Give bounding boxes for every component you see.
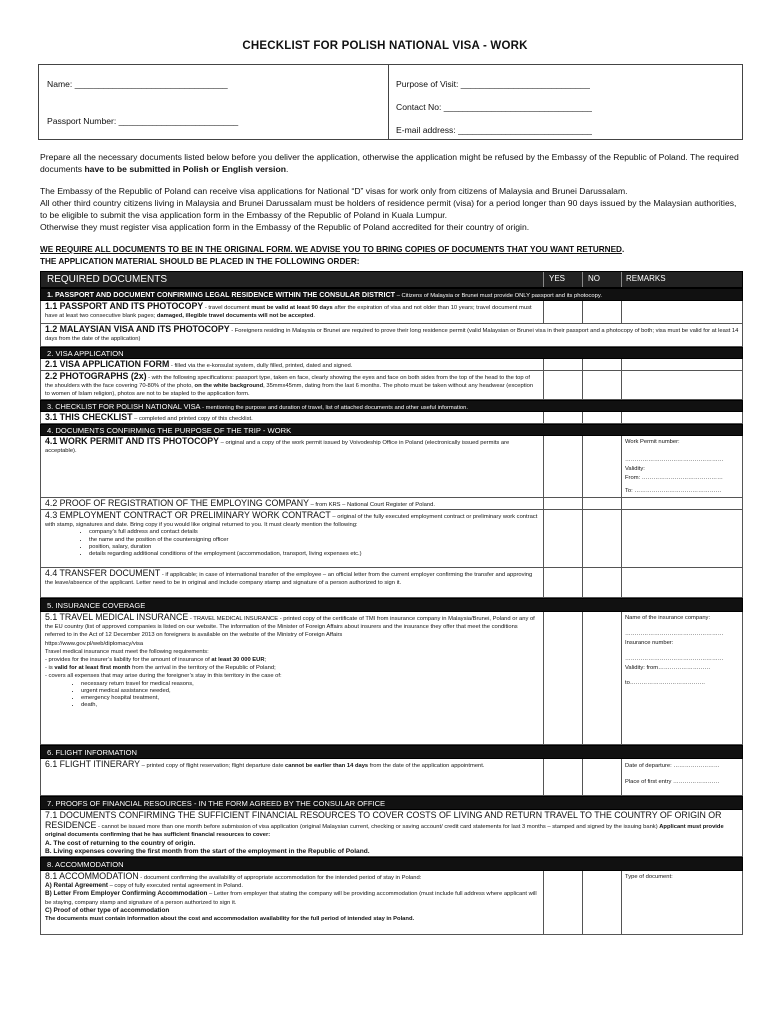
name-field[interactable]: Name: ________________________________ [47, 79, 228, 89]
row-5-1-title: 5.1 TRAVEL MEDICAL INSURANCE [45, 612, 189, 622]
row-1-2-title: 1.2 MALAYSIAN VISA AND ITS PHOTOCOPY [45, 324, 230, 334]
row-6-1-title: 6.1 FLIGHT ITINERARY [45, 759, 141, 769]
mfa-website-link[interactable]: https://www.gov.pl/web/diplomacy/visa [45, 640, 144, 647]
row-2-2-title: 2.2 PHOTOGRAPHS (2x) [45, 371, 147, 381]
row-4-2-no-checkbox[interactable] [582, 498, 621, 509]
row-4-3-title: 4.3 EMPLOYMENT CONTRACT OR PRELIMINARY WORK CONTRACT [45, 510, 331, 520]
header-yes: YES [549, 274, 566, 283]
header-remarks: REMARKS [626, 274, 666, 283]
row-4-2-yes-checkbox[interactable] [543, 498, 582, 509]
row-1-2: 1.2 MALAYSIAN VISA AND ITS PHOTOCOPY - Foreigners residing in Malaysia or Brunei are required to prove their long residence permit (valid Malaysian or Brunei visa in their passport and a photocopy of both; visa must be valid for at least 14 days from the date of the application) [40, 324, 743, 347]
row-5-1-remarks[interactable]: Name of the insurance company: …………………………………………… Insurance number: …………………………………………… Validity: from……………………… to………………………………… [621, 612, 744, 744]
row-4-3: 4.3 EMPLOYMENT CONTRACT OR PRELIMINARY WORK CONTRACT – original of the fully executed employment contract or preliminary work contract with stamp, signatures and date. Bring copy if you would like original returned to you. It must clearly mention the following: • company’s full address and contact details • the name and the position of the countersigning officer • position, salary, duration • details regarding additional conditions of the employment (accommodation, transport, living expenses etc.) [40, 510, 743, 568]
section-4-title: 4. DOCUMENTS CONFIRMING THE PURPOSE OF THE TRIP - WORK [47, 426, 292, 435]
list-item: • details regarding additional conditions of the employment (accommodation, transport, living expenses etc.) [89, 551, 539, 558]
contact-number-field[interactable]: Contact No: _______________________________ [396, 102, 592, 112]
section-3-header [40, 400, 743, 412]
row-6-1-no-checkbox[interactable] [582, 759, 621, 795]
section-2-title: 2. VISA APPLICATION [47, 349, 124, 358]
row-2-2-yes-checkbox[interactable] [543, 371, 582, 399]
intro-paragraph-1: Prepare all the necessary documents listed below before you deliver the application, otherwise the application might be refused by the Embassy of the Republic of Poland. The required documents have to be submitted in Polish or English version. [40, 152, 739, 174]
row-4-1-remarks[interactable]: Work Permit number: …………………………………………… Validity: From: …………………………………… To: ……………………………………… [621, 436, 744, 497]
row-4-4-remarks[interactable] [621, 568, 744, 597]
row-4-4: 4.4 TRANSFER DOCUMENT - if applicable; in case of international transfer of the employee – an official letter from the current employer confirming the transfer and approving the leave/absence of the applicant. Letter need to be in original and include company stamp and signature of a person authorized to sign it. [40, 568, 743, 598]
row-4-1-yes-checkbox[interactable] [543, 436, 582, 497]
page-title: CHECKLIST FOR POLISH NATIONAL VISA - WORK [242, 40, 528, 52]
row-2-1-title: 2.1 VISA APPLICATION FORM [45, 359, 170, 369]
section-5-header [40, 598, 743, 612]
section-7-title: 7. PROOFS OF FINANCIAL RESOURCES - IN THE FORM AGREED BY THE CONSULAR OFFICE [47, 799, 386, 808]
row-4-3-yes-checkbox[interactable] [543, 510, 582, 567]
header-no-cell [582, 272, 621, 287]
row-3-1-remarks[interactable] [621, 412, 744, 423]
passport-number-field[interactable]: Passport Number: _________________________ [47, 116, 239, 126]
section-8-header [40, 857, 743, 871]
row-5-1-no-checkbox[interactable] [582, 612, 621, 744]
row-2-2: 2.2 PHOTOGRAPHS (2x) - with the following specifications: passport type, taken en face, clearly showing the eyes and face on both sides from the top of the head to the top of the shoulders with the face covering 70-80% of the photo, on the white background, 35mmx45mm, dating from the last 6 months. The photo must be taken without any headwear (exception to women of Islam religion), photos are not to be stapled to the application form. [40, 371, 743, 400]
row-1-1: 1.1 PASSPORT AND ITS PHOTOCOPY - travel document must be valid at least 90 days after the expiration of visa and not older than 10 years; travel document must have at least two consecutive blank pages; damaged, illegible travel documents will not be accepted. [40, 301, 743, 324]
row-4-1: 4.1 WORK PERMIT AND ITS PHOTOCOPY – original and a copy of the work permit issued by Voivodeship Office in Poland (electronically issued permits are acceptable). Work Permit number: …………………………………………… Validity: From: …………………………………… To: ……………………………………… [40, 436, 743, 498]
list-item: • urgent medical assistance needed, [81, 688, 539, 695]
employment-contract-list [45, 529, 539, 558]
row-4-1-no-checkbox[interactable] [582, 436, 621, 497]
row-8-1-no-checkbox[interactable] [582, 871, 621, 934]
section-3-title: 3. CHECKLIST FOR POLISH NATIONAL VISA [47, 402, 201, 411]
list-item: • emergency hospital treatment, [81, 695, 539, 702]
insurance-coverage-list [45, 681, 539, 710]
row-6-1-remarks[interactable]: Date of departure: …………………… Place of first entry …………………… [621, 759, 744, 795]
row-8-1-title: 8.1 ACCOMMODATION [45, 871, 139, 881]
list-item: • death, [81, 702, 539, 709]
section-1-header [40, 288, 743, 301]
row-4-1-title: 4.1 WORK PERMIT AND ITS PHOTOCOPY [45, 436, 220, 446]
order-notice: THE APPLICATION MATERIAL SHOULD BE PLACED IN THE FOLLOWING ORDER: [40, 257, 360, 266]
header-remarks-cell [621, 272, 744, 287]
applicant-info-box [38, 64, 743, 140]
section-3-note: - mentioning the purpose and duration of travel, list of attached documents and other useful information. [200, 405, 468, 411]
section-8-title: 8. ACCOMMODATION [47, 860, 124, 869]
row-4-2-title: 4.2 PROOF OF REGISTRATION OF THE EMPLOYING COMPANY [45, 498, 309, 508]
section-6-title: 6. FLIGHT INFORMATION [47, 748, 138, 757]
list-item: • the name and the position of the countersigning officer [89, 537, 539, 544]
intro-paragraph-2: The Embassy of the Republic of Poland can receive visa applications for National “D” visas for work only from citizens of Malaysia and Brunei Darussalam. [40, 186, 628, 196]
row-8-1-yes-checkbox[interactable] [543, 871, 582, 934]
row-6-1-yes-checkbox[interactable] [543, 759, 582, 795]
row-5-1-yes-checkbox[interactable] [543, 612, 582, 744]
intro-paragraph-4: Otherwise they must register visa application form in the Embassy of the Republic of Poland accredited for their country of origin. [40, 222, 530, 232]
row-2-1-remarks[interactable] [621, 359, 744, 370]
row-4-3-no-checkbox[interactable] [582, 510, 621, 567]
row-7-1: 7.1 DOCUMENTS CONFIRMING THE SUFFICIENT FINANCIAL RESOURCES TO COVER COSTS OF LIVING AND RETURN TRAVEL TO THE COUNTRY OF ORIGIN OR RESIDENCE - cannot be issued more than one month before submission of visa application (original Malaysian current, checking or saving account/ credit card statements for last 3 months – stamped and signed by the issuing bank) Applicant must provide original documents confirming that he has sufficient financial resources to cover: A. The cost of returning to the country of origin. B. Living expenses covering the first month from the start of the employment in the Republic of Poland. [40, 810, 743, 857]
row-2-1: 2.1 VISA APPLICATION FORM - filled via the e-konsulat system, dully filled, printed, dated and signed. [40, 359, 743, 371]
row-4-2: 4.2 PROOF OF REGISTRATION OF THE EMPLOYING COMPANY – from KRS – National Court Register of Poland. [40, 498, 743, 510]
row-4-2-remarks[interactable] [621, 498, 744, 509]
info-divider [388, 65, 389, 139]
row-1-1-no-checkbox[interactable] [582, 301, 621, 323]
row-3-1: 3.1 THIS CHECKLIST – completed and printed copy of this checklist. [40, 412, 743, 424]
section-5-title: 5. INSURANCE COVERAGE [47, 601, 146, 610]
row-3-1-title: 3.1 THIS CHECKLIST [45, 412, 133, 422]
row-4-4-yes-checkbox[interactable] [543, 568, 582, 597]
row-1-1-yes-checkbox[interactable] [543, 301, 582, 323]
section-1-title: 1. PASSPORT AND DOCUMENT CONFIRMING LEGAL RESIDENCE WITHIN THE CONSULAR DISTRICT [47, 290, 396, 299]
section-1-note: – Citizens of Malaysia or Brunei must provide ONLY passport and its photocopy. [395, 293, 602, 299]
row-5-1: 5.1 TRAVEL MEDICAL INSURANCE - TRAVEL MEDICAL INSURANCE - printed copy of the certificate of TMI from insurance company in Malaysia/Brunei, Poland or any of the EU country (list of approved companies is listed on our website. The information of the Minister of Foreign Affairs about insurers and the insurance they offer that meet the conditions referred to in the Act of 12 December 2013 on foreigners is available on the website of the Ministry of Foreign Affairs https://www.gov.pl/web/diplomacy/visa Travel medical insurance must meet the following requirements: - provides for the insurer’s liability for the amount of insurance of at least 30 000 EUR; - is valid for at least first month from the arrival in the territory of the Republic of Poland; - covers all expenses that may arise during the foreigner’s stay in this territory in the case of: • necessary return travel for medical reasons, • urgent medical assistance needed, • emergency hospital treatment, • death, Name of the insurance company: …………………………………………… Insurance number: …………………………………………… Validity: from……………………… to………………………………… [40, 612, 743, 745]
row-6-1: 6.1 FLIGHT ITINERARY – printed copy of flight reservation; flight departure date cannot be earlier than 14 days from the date of the application appointment. Date of departure: …………………… Place of first entry …………………… [40, 759, 743, 796]
row-4-3-remarks[interactable] [621, 510, 744, 567]
table-header [40, 271, 743, 288]
original-form-notice: WE REQUIRE ALL DOCUMENTS TO BE IN THE ORIGINAL FORM. WE ADVISE YOU TO BRING COPIES OF DOCUMENTS THAT YOU WANT RETURNED. [40, 245, 625, 254]
intro-paragraph-3: All other third country citizens living in Malaysia and Brunei Darussalam must be holders of residence permit (visa) for a period longer than 90 days issued by the Malaysian authorities, to be eligible to submit the visa application form in the Embassy of the Republic of Poland in Kuala Lumpur. [40, 198, 737, 220]
email-field[interactable]: E-mail address: ____________________________ [396, 125, 592, 135]
header-no: NO [588, 274, 600, 283]
row-3-1-no-checkbox[interactable] [582, 412, 621, 423]
header-required-documents: REQUIRED DOCUMENTS [47, 274, 168, 285]
header-yes-cell [543, 272, 582, 287]
row-4-4-title: 4.4 TRANSFER DOCUMENT [45, 568, 161, 578]
row-1-1-remarks[interactable] [621, 301, 744, 323]
row-2-1-no-checkbox[interactable] [582, 359, 621, 370]
row-3-1-yes-checkbox[interactable] [543, 412, 582, 423]
list-item: • company’s full address and contact details [89, 529, 539, 536]
section-6-header [40, 745, 743, 759]
section-2-header [40, 347, 743, 359]
row-1-1-title: 1.1 PASSPORT AND ITS PHOTOCOPY [45, 301, 204, 311]
section-4-header [40, 424, 743, 436]
purpose-of-visit-field[interactable]: Purpose of Visit: ___________________________ [396, 79, 590, 89]
row-2-1-yes-checkbox[interactable] [543, 359, 582, 370]
row-7-1-title: 7.1 DOCUMENTS CONFIRMING THE SUFFICIENT FINANCIAL RESOURCES TO COVER COSTS OF LIVING AND RETURN TRAVEL TO THE COUNTRY OF ORIGIN OR RESIDENCE [45, 810, 722, 831]
row-2-2-remarks[interactable] [621, 371, 744, 399]
row-8-1-remarks[interactable]: Type of document: [621, 871, 744, 934]
row-2-2-no-checkbox[interactable] [582, 371, 621, 399]
section-7-header [40, 796, 743, 810]
list-item: • necessary return travel for medical reasons, [81, 681, 539, 688]
row-4-4-no-checkbox[interactable] [582, 568, 621, 597]
list-item: • position, salary, duration [89, 544, 539, 551]
row-8-1: 8.1 ACCOMMODATION - document confirming the availability of appropriate accommodation for the intended period of stay in Poland: A) Rental Agreement – copy of fully executed rental agreement in Poland. B) Letter From Employer Confirming Accommodation – Letter from employer that stating the company will be providing accommodation (must include full address where applicant will be staying, company stamp and signature of a person authorized to sign it. C) Proof of other type of accommodation The documents must contain information about the cost and accommodation availability for the full period of intended stay in Poland. Type of document: [40, 871, 743, 935]
